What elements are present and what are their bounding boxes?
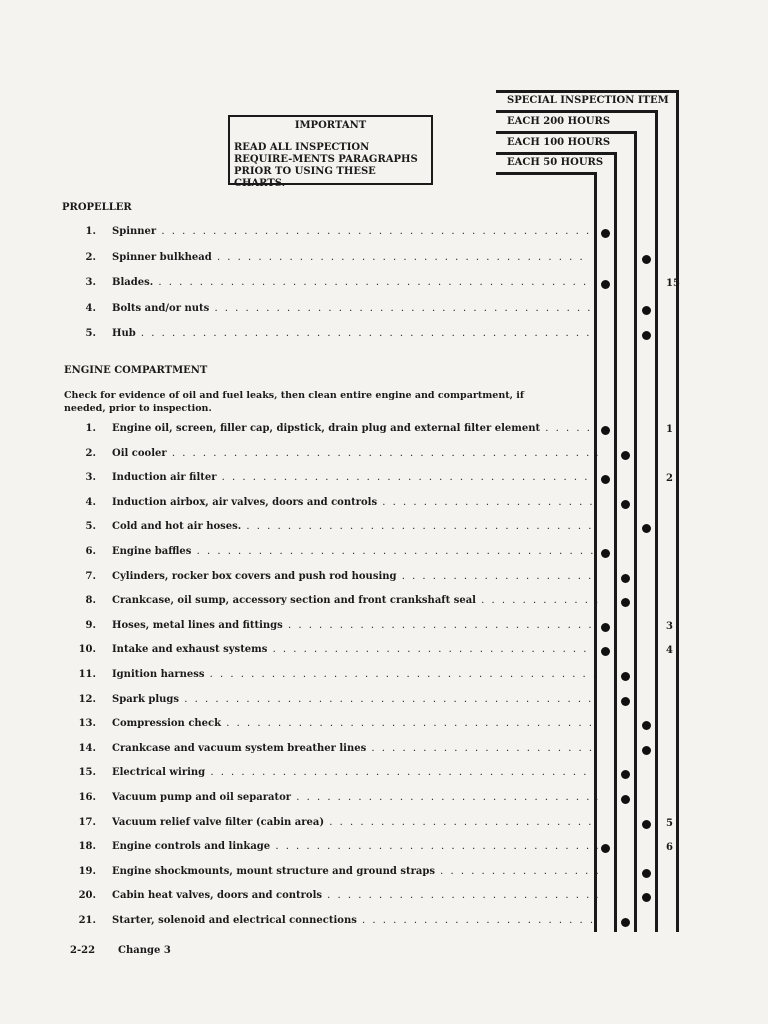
item-label: Cabin heat valves, doors and controls . . . <box>112 890 598 901</box>
interval-marker-200-hours <box>642 721 651 730</box>
section-title-engine: ENGINE COMPARTMENT <box>64 365 208 376</box>
list-item <box>0 423 768 439</box>
list-item <box>0 890 768 906</box>
item-label: Spinner . . . <box>112 226 590 237</box>
item-label: Oil cooler . . . <box>112 448 598 459</box>
item-label: Engine shockmounts, mount structure and ground straps . . . <box>112 866 598 877</box>
interval-marker-50-hours <box>601 647 610 656</box>
special-inspection-ref: 15 <box>666 278 680 289</box>
interval-marker-50-hours <box>601 623 610 632</box>
item-number: 11. <box>78 669 96 680</box>
item-number: 3. <box>85 472 96 484</box>
interval-marker-50-hours <box>601 280 610 289</box>
item-label: Vacuum pump and oil separator . . . <box>112 792 598 803</box>
important-title: IMPORTANT <box>294 120 367 131</box>
section-title-propeller: PROPELLER <box>62 202 132 213</box>
special-inspection-ref: 6 <box>666 842 673 854</box>
list-item <box>0 644 768 660</box>
interval-marker-100-hours <box>621 697 630 706</box>
item-number: 7. <box>85 570 96 582</box>
list-item <box>0 571 768 587</box>
list-item <box>0 669 768 685</box>
interval-marker-200-hours <box>642 869 651 878</box>
special-inspection-ref: 1 <box>666 424 673 435</box>
header-50-hours: EACH 50 HOURS <box>507 157 604 168</box>
list-item <box>0 595 768 611</box>
interval-marker-100-hours <box>621 770 630 779</box>
header-rule-special <box>496 90 679 93</box>
item-label: Hub . . . <box>112 328 590 339</box>
interval-marker-100-hours <box>621 672 630 681</box>
important-notice <box>228 115 433 189</box>
item-number: 5. <box>85 328 96 339</box>
list-item <box>0 866 768 882</box>
header-rule-50 <box>496 152 617 155</box>
item-number: 9. <box>85 619 96 631</box>
important-body: READ ALL INSPECTION REQUIRE-MENTS PARAGRAPHS PRIOR TO USING THESE CHARTS. <box>234 142 418 189</box>
interval-marker-100-hours <box>621 574 630 583</box>
interval-marker-100-hours <box>621 500 630 509</box>
item-number: 18. <box>78 841 96 853</box>
item-label: Crankcase and vacuum system breather lines . . . <box>112 743 598 754</box>
item-number: 17. <box>78 816 96 828</box>
list-item <box>0 328 768 344</box>
item-label: Engine oil, screen, filler cap, dipstick, drain plug and external filter element . . . <box>112 423 598 434</box>
special-inspection-ref: 3 <box>666 620 673 632</box>
list-item <box>0 277 768 293</box>
interval-marker-200-hours <box>642 820 651 829</box>
list-item <box>0 841 768 857</box>
item-label: Vacuum relief valve filter (cabin area) . . . <box>112 817 598 828</box>
interval-marker-200-hours <box>642 331 651 340</box>
item-number: 14. <box>78 742 96 754</box>
item-label: Induction airbox, air valves, doors and controls . . . <box>112 497 598 508</box>
list-item <box>0 303 768 319</box>
interval-marker-200-hours <box>642 306 651 315</box>
item-label: Bolts and/or nuts . . . <box>112 303 590 314</box>
change-number: Change 3 <box>118 945 171 956</box>
list-item <box>0 497 768 513</box>
list-item <box>0 620 768 636</box>
item-number: 16. <box>78 792 96 803</box>
item-number: 3. <box>85 277 96 288</box>
list-item <box>0 915 768 931</box>
list-item <box>0 718 768 734</box>
special-inspection-ref: 4 <box>666 645 673 657</box>
engine-note: Check for evidence of oil and fuel leaks, then clean entire engine and compartment, if needed, prior to inspection. <box>64 390 524 414</box>
list-item <box>0 226 768 242</box>
list-item <box>0 792 768 808</box>
list-item <box>0 817 768 833</box>
item-number: 20. <box>78 890 96 902</box>
interval-marker-200-hours <box>642 746 651 755</box>
item-number: 21. <box>78 915 96 926</box>
interval-marker-200-hours <box>642 255 651 264</box>
item-label: Induction air filter . . . <box>112 472 598 483</box>
item-number: 8. <box>85 595 96 607</box>
interval-marker-50-hours <box>601 844 610 853</box>
list-item <box>0 252 768 268</box>
item-number: 10. <box>78 644 96 656</box>
item-number: 2. <box>85 447 96 459</box>
interval-marker-50-hours <box>601 475 610 484</box>
list-item <box>0 546 768 562</box>
item-label: Intake and exhaust systems . . . <box>112 644 598 655</box>
item-label: Spinner bulkhead . . . <box>112 252 590 263</box>
interval-marker-50-hours <box>601 426 610 435</box>
item-number: 12. <box>78 693 96 705</box>
item-number: 13. <box>78 718 96 730</box>
header-special-inspection: SPECIAL INSPECTION ITEM <box>507 95 669 106</box>
item-label: Ignition harness . . . <box>112 669 598 680</box>
header-200-hours: EACH 200 HOURS <box>507 116 611 127</box>
special-inspection-ref: 5 <box>666 817 673 829</box>
interval-marker-100-hours <box>621 598 630 607</box>
item-label: Blades. . . . <box>112 277 590 288</box>
item-label: Crankcase, oil sump, accessory section and front crankshaft seal . . . <box>112 595 598 606</box>
list-item <box>0 743 768 759</box>
item-number: 2. <box>85 251 96 263</box>
list-item <box>0 694 768 710</box>
item-label: Spark plugs . . . <box>112 694 598 705</box>
list-item <box>0 767 768 783</box>
item-label: Engine controls and linkage . . . <box>112 841 598 852</box>
item-label: Hoses, metal lines and fittings . . . <box>112 620 598 631</box>
interval-marker-100-hours <box>621 451 630 460</box>
item-number: 4. <box>85 496 96 508</box>
item-label: Cold and hot air hoses. . . . <box>112 521 598 532</box>
header-rule-100 <box>496 131 637 134</box>
header-rule-200 <box>496 110 658 113</box>
header-rule-base <box>496 172 596 175</box>
list-item <box>0 448 768 464</box>
interval-marker-50-hours <box>601 549 610 558</box>
item-label: Cylinders, rocker box covers and push rod housing . . . <box>112 571 598 582</box>
interval-marker-200-hours <box>642 524 651 533</box>
item-label: Engine baffles . . . <box>112 546 598 557</box>
item-label: Electrical wiring . . . <box>112 767 598 778</box>
item-number: 1. <box>85 226 96 237</box>
item-number: 15. <box>78 767 96 779</box>
item-number: 1. <box>85 423 96 434</box>
interval-marker-100-hours <box>621 795 630 804</box>
column-line-50 <box>614 152 617 932</box>
item-number: 5. <box>85 521 96 533</box>
header-100-hours: EACH 100 HOURS <box>507 137 611 148</box>
interval-marker-50-hours <box>601 229 610 238</box>
list-item <box>0 472 768 488</box>
item-label: Compression check . . . <box>112 718 598 729</box>
special-inspection-ref: 2 <box>666 473 673 485</box>
item-number: 6. <box>85 546 96 557</box>
interval-marker-200-hours <box>642 893 651 902</box>
list-item <box>0 521 768 537</box>
item-label: Starter, solenoid and electrical connections . . . <box>112 915 598 926</box>
page-number: 2-22 <box>70 945 96 956</box>
item-number: 19. <box>78 865 96 877</box>
item-number: 4. <box>85 302 96 314</box>
interval-marker-100-hours <box>621 918 630 927</box>
